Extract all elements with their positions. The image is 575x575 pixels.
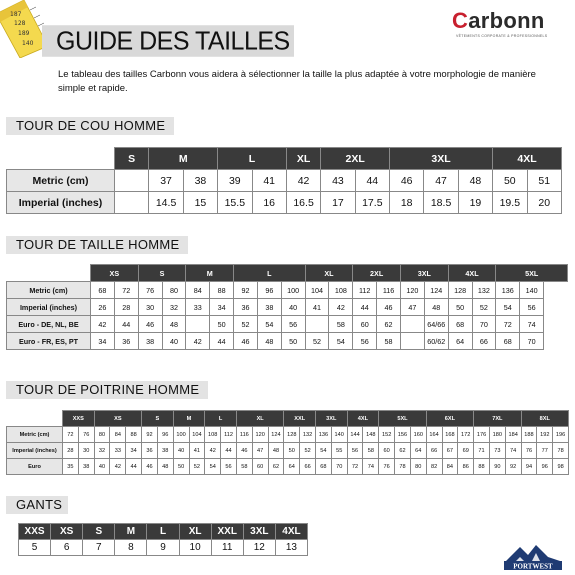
value-cell: 19 <box>458 192 492 214</box>
value-cell: 128 <box>448 282 472 299</box>
value-cell: 86 <box>458 459 474 475</box>
value-cell: 35 <box>63 459 79 475</box>
size-header: 3XL <box>390 148 493 170</box>
row-label: Metric (cm) <box>7 282 91 299</box>
value-cell: 136 <box>496 282 520 299</box>
table-row <box>7 192 562 214</box>
value-cell: 46 <box>142 459 158 475</box>
table-row <box>7 333 568 350</box>
value-cell: 46 <box>234 333 258 350</box>
value-cell: 56 <box>353 333 377 350</box>
value-cell <box>400 316 424 333</box>
tape-number: 187 <box>10 11 22 18</box>
size-header: 3XL <box>400 265 448 282</box>
value-cell: 78 <box>553 443 569 459</box>
value-cell: 168 <box>442 427 458 443</box>
value-cell: 47 <box>400 299 424 316</box>
value-cell: 6 <box>51 540 83 556</box>
size-header: XXL <box>211 524 243 540</box>
value-cell: 76 <box>78 427 94 443</box>
value-cell: 38 <box>138 333 162 350</box>
value-cell: 20 <box>527 192 562 214</box>
value-cell: 68 <box>316 459 332 475</box>
table-row <box>7 316 568 333</box>
value-cell: 40 <box>281 299 305 316</box>
size-header: M <box>186 265 234 282</box>
value-cell: 52 <box>305 333 329 350</box>
intro-text: Le tableau des tailles Carbonn vous aidera à sélectionner la taille la plus adaptée à votre morphologie de manière simple et rapide. <box>58 69 536 94</box>
size-header: 8XL <box>521 411 568 427</box>
value-cell: 54 <box>205 459 221 475</box>
value-cell: 74 <box>505 443 521 459</box>
value-cell: 160 <box>410 427 426 443</box>
value-cell: 108 <box>329 282 353 299</box>
portwest-logo <box>502 541 564 571</box>
value-cell: 62 <box>395 443 411 459</box>
value-cell: 60 <box>353 316 377 333</box>
value-cell: 16.5 <box>286 192 320 214</box>
size-header: XS <box>94 411 141 427</box>
value-cell: 32 <box>94 443 110 459</box>
value-cell: 56 <box>281 316 305 333</box>
row-label: Imperial (inches) <box>7 443 63 459</box>
value-cell: 47 <box>252 443 268 459</box>
value-cell: 98 <box>553 459 569 475</box>
size-header: S <box>115 148 149 170</box>
table-row <box>7 170 562 192</box>
value-cell: 52 <box>300 443 316 459</box>
value-cell: 84 <box>186 282 210 299</box>
value-cell: 32 <box>162 299 186 316</box>
table-row <box>7 459 569 475</box>
value-cell: 64 <box>410 443 426 459</box>
value-cell: 66 <box>426 443 442 459</box>
value-cell <box>305 316 329 333</box>
header-row <box>7 148 562 170</box>
value-cell: 192 <box>537 427 553 443</box>
size-header: L <box>147 524 179 540</box>
corner-cell <box>7 265 91 282</box>
value-cell <box>186 316 210 333</box>
size-header: XXS <box>19 524 51 540</box>
value-cell: 54 <box>496 299 520 316</box>
value-cell: 41 <box>305 299 329 316</box>
value-cell: 48 <box>157 459 173 475</box>
table-row <box>7 299 568 316</box>
value-cell: 42 <box>329 299 353 316</box>
value-cell: 46 <box>138 316 162 333</box>
table-tour-de-poitrine <box>6 410 569 475</box>
value-cell: 76 <box>379 459 395 475</box>
size-header: 5XL <box>496 265 568 282</box>
value-cell: 90 <box>489 459 505 475</box>
value-cell: 58 <box>329 316 353 333</box>
value-cell: 66 <box>472 333 496 350</box>
value-cell: 36 <box>142 443 158 459</box>
value-cell: 15 <box>183 192 217 214</box>
value-cell: 66 <box>300 459 316 475</box>
size-header: 4XL <box>275 524 307 540</box>
value-cell: 60 <box>252 459 268 475</box>
value-cell: 42 <box>110 459 126 475</box>
value-cell: 92 <box>234 282 258 299</box>
value-cell: 184 <box>505 427 521 443</box>
row-label: Metric (cm) <box>7 170 115 192</box>
value-cell: 33 <box>110 443 126 459</box>
value-cell: 132 <box>472 282 496 299</box>
value-cell: 152 <box>379 427 395 443</box>
value-cell: 60 <box>379 443 395 459</box>
value-cell: 100 <box>173 427 189 443</box>
size-header: 4XL <box>448 265 496 282</box>
value-cell: 140 <box>520 282 544 299</box>
size-header: 3XL <box>316 411 348 427</box>
value-cell: 44 <box>210 333 234 350</box>
value-cell: 50 <box>281 333 305 350</box>
value-cell: 48 <box>458 170 492 192</box>
value-cell: 116 <box>236 427 252 443</box>
size-header: XL <box>179 524 211 540</box>
value-cell: 36 <box>234 299 258 316</box>
value-cell: 92 <box>142 427 158 443</box>
size-header: XL <box>286 148 320 170</box>
value-cell: 96 <box>537 459 553 475</box>
value-cell: 50 <box>173 459 189 475</box>
size-header: M <box>149 148 218 170</box>
value-cell: 68 <box>91 282 115 299</box>
value-cell: 188 <box>521 427 537 443</box>
value-cell: 104 <box>189 427 205 443</box>
value-cell: 70 <box>520 333 544 350</box>
section-title-cou: TOUR DE COU HOMME <box>6 117 174 135</box>
value-cell: 64/66 <box>424 316 448 333</box>
value-cell: 62 <box>268 459 284 475</box>
value-cell: 108 <box>205 427 221 443</box>
value-cell: 164 <box>426 427 442 443</box>
value-cell: 92 <box>505 459 521 475</box>
value-cell: 42 <box>205 443 221 459</box>
value-cell: 18.5 <box>424 192 458 214</box>
size-header: L <box>218 148 287 170</box>
value-cell: 30 <box>78 443 94 459</box>
size-header: XL <box>236 411 283 427</box>
value-cell: 116 <box>377 282 401 299</box>
value-cell: 124 <box>424 282 448 299</box>
value-cell: 42 <box>286 170 320 192</box>
value-cell: 72 <box>114 282 138 299</box>
value-cell: 9 <box>147 540 179 556</box>
value-cell: 100 <box>281 282 305 299</box>
row-label: Euro - DE, NL, BE <box>7 316 91 333</box>
value-cell: 50 <box>493 170 527 192</box>
value-cell: 120 <box>252 427 268 443</box>
value-cell: 96 <box>157 427 173 443</box>
value-cell: 76 <box>521 443 537 459</box>
value-cell: 51 <box>527 170 562 192</box>
value-cell: 76 <box>138 282 162 299</box>
value-cell: 15.5 <box>218 192 252 214</box>
value-cell: 13 <box>275 540 307 556</box>
value-cell: 38 <box>183 170 217 192</box>
value-cell: 16 <box>252 192 286 214</box>
value-cell: 196 <box>553 427 569 443</box>
value-cell: 44 <box>221 443 237 459</box>
value-cell: 46 <box>390 170 424 192</box>
value-cell: 58 <box>363 443 379 459</box>
value-cell: 43 <box>321 170 355 192</box>
value-cell: 41 <box>252 170 286 192</box>
value-cell: 96 <box>257 282 281 299</box>
value-cell: 112 <box>221 427 237 443</box>
size-header: XS <box>51 524 83 540</box>
value-cell: 52 <box>189 459 205 475</box>
value-cell: 38 <box>78 459 94 475</box>
value-cell: 14.5 <box>149 192 183 214</box>
value-cell: 148 <box>363 427 379 443</box>
value-cell: 40 <box>162 333 186 350</box>
value-cell: 11 <box>211 540 243 556</box>
table-tour-de-cou <box>6 147 562 214</box>
value-cell: 34 <box>91 333 115 350</box>
value-cell: 72 <box>347 459 363 475</box>
value-cell: 72 <box>496 316 520 333</box>
value-cell: 88 <box>210 282 234 299</box>
size-header: S <box>142 411 174 427</box>
value-cell: 58 <box>377 333 401 350</box>
row-label: Imperial (inches) <box>7 299 91 316</box>
row-label: Euro - FR, ES, PT <box>7 333 91 350</box>
carbonn-logo: Carbonn <box>452 8 545 33</box>
value-cell: 42 <box>91 316 115 333</box>
value-cell: 47 <box>424 170 458 192</box>
value-cell: 19.5 <box>493 192 527 214</box>
value-cell: 34 <box>126 443 142 459</box>
value-cell: 36 <box>114 333 138 350</box>
value-cell: 48 <box>268 443 284 459</box>
value-cell: 94 <box>521 459 537 475</box>
value-cell: 17 <box>321 192 355 214</box>
portwest-label: PORTWEST <box>513 562 553 571</box>
value-cell: 140 <box>331 427 347 443</box>
value-cell: 26 <box>91 299 115 316</box>
value-cell <box>400 333 424 350</box>
logo-tagline: VÊTEMENTS CORPORATE & PROFESSIONNELS <box>456 34 548 38</box>
section-title-taille: TOUR DE TAILLE HOMME <box>6 236 188 254</box>
value-cell: 54 <box>329 333 353 350</box>
value-cell: 77 <box>537 443 553 459</box>
value-cell: 64 <box>448 333 472 350</box>
value-cell: 48 <box>424 299 448 316</box>
value-cell: 28 <box>63 443 79 459</box>
value-cell: 73 <box>489 443 505 459</box>
value-cell: 46 <box>377 299 401 316</box>
value-cell: 82 <box>426 459 442 475</box>
header-row <box>7 265 568 282</box>
value-cell: 52 <box>472 299 496 316</box>
value-cell: 34 <box>210 299 234 316</box>
row-label: Euro <box>7 459 63 475</box>
value-cell: 120 <box>400 282 424 299</box>
value-cell: 56 <box>520 299 544 316</box>
size-header: 7XL <box>474 411 521 427</box>
value-cell: 84 <box>110 427 126 443</box>
value-cell: 28 <box>114 299 138 316</box>
table-tour-de-taille <box>6 264 568 350</box>
value-cell: 104 <box>305 282 329 299</box>
value-cell: 50 <box>448 299 472 316</box>
header-row <box>7 411 569 427</box>
size-header: S <box>83 524 115 540</box>
value-cell: 80 <box>94 427 110 443</box>
size-header: 6XL <box>426 411 473 427</box>
page-title: GUIDE DES TAILLES <box>42 25 294 57</box>
value-cell <box>115 192 149 214</box>
value-cell: 5 <box>19 540 51 556</box>
table-row <box>19 540 308 556</box>
value-cell: 50 <box>284 443 300 459</box>
size-header: 2XL <box>353 265 401 282</box>
value-cell: 38 <box>257 299 281 316</box>
value-cell: 10 <box>179 540 211 556</box>
size-header: 2XL <box>321 148 390 170</box>
value-cell: 132 <box>300 427 316 443</box>
value-cell: 172 <box>458 427 474 443</box>
value-cell: 71 <box>474 443 490 459</box>
value-cell: 70 <box>331 459 347 475</box>
value-cell: 58 <box>236 459 252 475</box>
value-cell: 62 <box>377 316 401 333</box>
size-header: XXL <box>284 411 316 427</box>
value-cell: 48 <box>257 333 281 350</box>
value-cell: 68 <box>448 316 472 333</box>
size-header: XS <box>91 265 139 282</box>
value-cell: 56 <box>221 459 237 475</box>
size-header: 4XL <box>347 411 379 427</box>
value-cell: 18 <box>390 192 424 214</box>
value-cell: 40 <box>173 443 189 459</box>
value-cell: 44 <box>126 459 142 475</box>
section-title-gants: GANTS <box>6 496 68 514</box>
value-cell: 136 <box>316 427 332 443</box>
value-cell: 128 <box>284 427 300 443</box>
value-cell: 67 <box>442 443 458 459</box>
value-cell: 52 <box>234 316 258 333</box>
value-cell: 12 <box>243 540 275 556</box>
value-cell: 30 <box>138 299 162 316</box>
value-cell: 156 <box>395 427 411 443</box>
value-cell: 180 <box>489 427 505 443</box>
tape-number: 128 <box>14 20 26 27</box>
value-cell: 144 <box>347 427 363 443</box>
header-row <box>19 524 308 540</box>
value-cell: 124 <box>268 427 284 443</box>
value-cell: 56 <box>347 443 363 459</box>
size-header: 4XL <box>493 148 562 170</box>
value-cell: 72 <box>63 427 79 443</box>
value-cell: 74 <box>363 459 379 475</box>
value-cell: 46 <box>236 443 252 459</box>
value-cell: 37 <box>149 170 183 192</box>
size-header: M <box>115 524 147 540</box>
tape-number: 140 <box>22 40 34 47</box>
row-label: Imperial (inches) <box>7 192 115 214</box>
table-row <box>7 443 569 459</box>
corner-cell <box>7 411 63 427</box>
table-row <box>7 282 568 299</box>
value-cell: 70 <box>472 316 496 333</box>
size-header: 5XL <box>379 411 426 427</box>
size-header: XL <box>305 265 353 282</box>
value-cell: 78 <box>395 459 411 475</box>
section-title-poitrine: TOUR DE POITRINE HOMME <box>6 381 208 399</box>
corner-cell <box>7 148 115 170</box>
value-cell: 74 <box>520 316 544 333</box>
value-cell: 88 <box>474 459 490 475</box>
size-header: S <box>138 265 186 282</box>
value-cell: 84 <box>442 459 458 475</box>
value-cell: 112 <box>353 282 377 299</box>
value-cell: 48 <box>162 316 186 333</box>
size-header: XXS <box>63 411 95 427</box>
value-cell: 40 <box>94 459 110 475</box>
value-cell: 38 <box>157 443 173 459</box>
size-header: 3XL <box>243 524 275 540</box>
value-cell: 55 <box>331 443 347 459</box>
value-cell: 33 <box>186 299 210 316</box>
value-cell: 88 <box>126 427 142 443</box>
value-cell: 44 <box>114 316 138 333</box>
value-cell: 69 <box>458 443 474 459</box>
value-cell: 17.5 <box>355 192 389 214</box>
value-cell: 44 <box>353 299 377 316</box>
table-row <box>7 427 569 443</box>
size-header: M <box>173 411 205 427</box>
size-header: L <box>234 265 306 282</box>
value-cell: 60/62 <box>424 333 448 350</box>
row-label: Metric (cm) <box>7 427 63 443</box>
value-cell: 42 <box>186 333 210 350</box>
table-gants <box>18 523 308 556</box>
value-cell: 80 <box>162 282 186 299</box>
value-cell: 41 <box>189 443 205 459</box>
value-cell: 8 <box>115 540 147 556</box>
value-cell: 50 <box>210 316 234 333</box>
value-cell: 44 <box>355 170 389 192</box>
value-cell <box>115 170 149 192</box>
value-cell: 64 <box>284 459 300 475</box>
value-cell: 54 <box>257 316 281 333</box>
value-cell: 54 <box>316 443 332 459</box>
value-cell: 80 <box>410 459 426 475</box>
value-cell: 7 <box>83 540 115 556</box>
value-cell: 39 <box>218 170 252 192</box>
tape-number: 189 <box>18 30 30 37</box>
value-cell: 68 <box>496 333 520 350</box>
size-header: L <box>205 411 237 427</box>
value-cell: 176 <box>474 427 490 443</box>
